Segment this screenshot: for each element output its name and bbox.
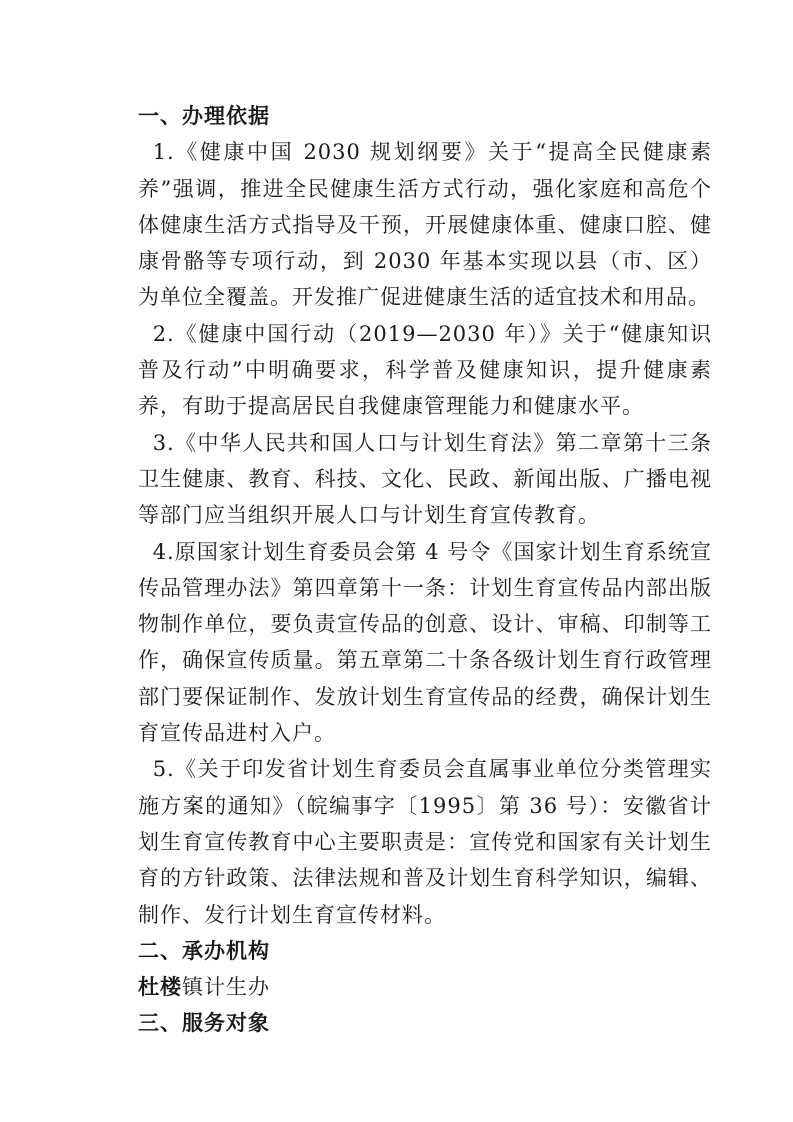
- document-body: [138, 98, 712, 1042]
- basis-paragraph-5: 5.《关于印发省计划生育委员会直属事业单位分类管理实施方案的通知》（皖编事字〔1995〕第 36 号）：安徽省计划生育宣传教育中心主要职责是：宣传党和国家有关计划生育的方针政策、法律法规和普及计划生育科学知识，编辑、制作、发行计划生育宣传材料。: [138, 757, 712, 927]
- section-heading-basis: 一、办理依据: [138, 104, 270, 128]
- basis-paragraph-2: 2.《健康中国行动（2019—2030 年）》关于“健康知识普及行动”中明确要求，科学普及健康知识，提升健康素养，有助于提高居民自我健康管理能力和健康水平。: [138, 321, 712, 419]
- organization-office: 镇计生办: [182, 975, 270, 1000]
- basis-paragraph-3: 3.《中华人民共和国人口与计划生育法》第二章第十三条 卫生健康、教育、科技、文化、民政、新闻出版、广播电视等部门应当组织开展人口与计划生育宣传教育。: [138, 430, 712, 528]
- basis-paragraph-1: 1.《健康中国 2030 规划纲要》关于“提高全民健康素养”强调，推进全民健康生活方式行动，强化家庭和高危个体健康生活方式指导及干预，开展健康体重、健康口腔、健康骨骼等专项行动，到 2030 年基本实现以县（市、区）为单位全覆盖。开发推广促进健康生活的适宜技术和用品。: [138, 140, 712, 310]
- organization-town: 杜楼: [138, 975, 182, 1000]
- basis-paragraph-4: 4.原国家计划生育委员会第 4 号令《国家计划生育系统宣传品管理办法》第四章第十一条：计划生育宣传品内部出版物制作单位，要负责宣传品的创意、设计、审稿、印制等工作，确保宣传质量。第五章第二十条各级计划生育行政管理部门要保证制作、发放计划生育宣传品的经费，确保计划生育宣传品进村入户。: [138, 539, 712, 746]
- organization-line: [138, 969, 712, 1005]
- section-heading-organization: 二、承办机构: [138, 938, 270, 963]
- section-heading-service-target: 三、服务对象: [138, 1011, 270, 1036]
